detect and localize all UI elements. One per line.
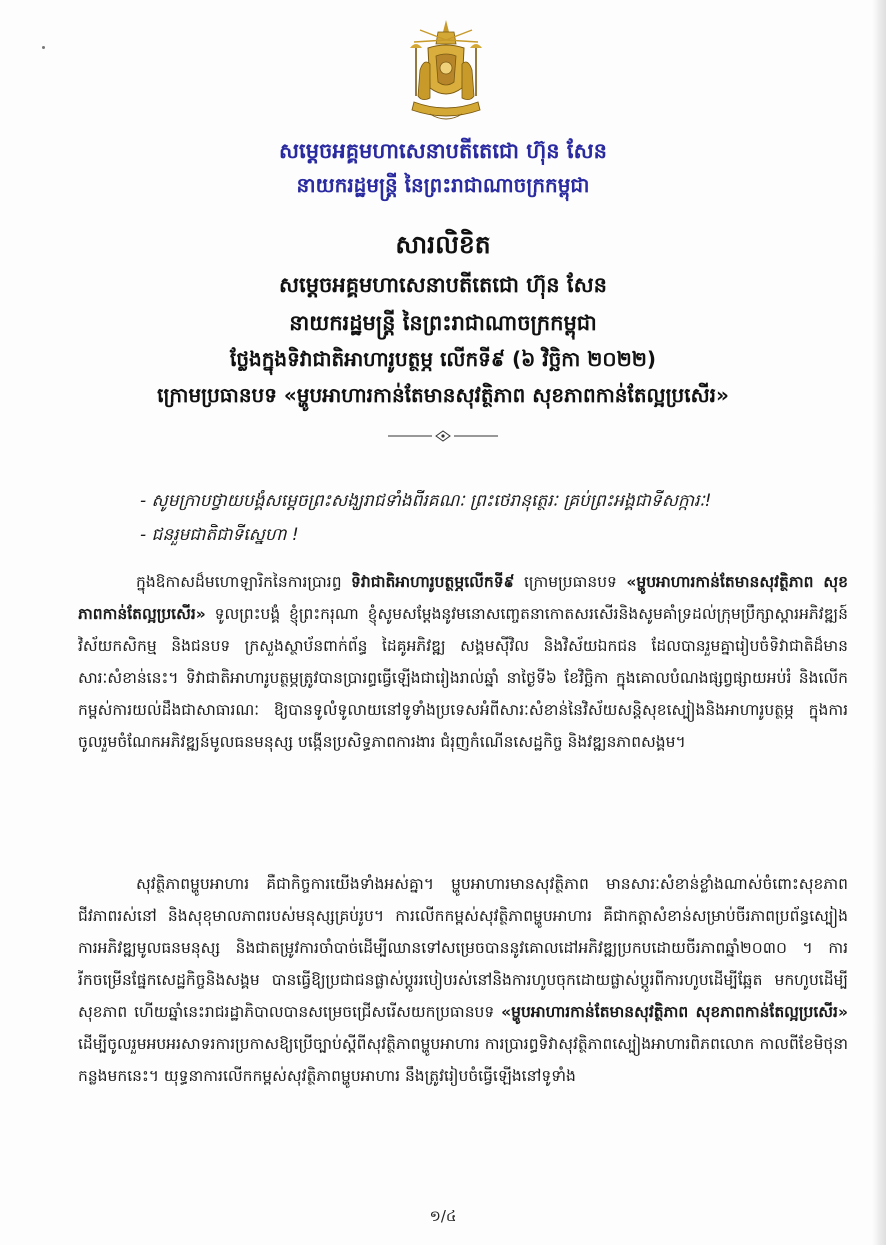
document-kind-title: សារលិខិត [395,230,491,259]
ornamental-divider-icon [388,430,498,442]
theme-bold: «ម្ហូបអាហារកាន់តែមានសុវត្ថិភាព សុខភាពកាន់តែល្អប្រសើរ» [501,1003,848,1021]
theme-bold: «ម្ហូបអាហារកាន់តែមានសុវត្ថិភាព សុខភាពកាន់តែល្អប្រសើរ» [78,573,848,623]
document-author-role: នាយករដ្ឋមន្ត្រី នៃព្រះរាជាណាចក្រកម្ពុជា [289,311,597,335]
document-author-name: សម្ដេចអគ្គមហាសេនាបតីតេជោ ហ៊ុន សែន [279,273,607,297]
document-theme: ក្រោមប្រធានបទ «ម្ហូបអាហារកាន់តែមានសុវត្ថិភាព សុខភាពកាន់តែល្អប្រសើរ» [157,383,729,407]
event-name-bold: ទិវាជាតិអាហារូបត្ថម្ភលើកទី៩ [351,573,515,591]
paragraph-text: ក្រោមប្រធានបទ [514,573,627,591]
paragraph-text: ដើម្បីចូលរួមអបអរសាទរការប្រកាសឱ្យប្រើច្បាប់ស្ដីពីសុវត្ថិភាពម្ហូបអាហារ ការប្រារព្ធទិវាសុវត្ថិភាពស្បៀងអាហារពិភពលោក កាលពីខែមិថុនាកន្លងមកនេះ។ យុទ្ធនាការលើកកម្ពស់សុវត្ថិភាពម្ហូបអាហារ នឹងត្រូវរៀបចំធ្វើឡើងនៅទូទាំង [78,1035,848,1085]
official-name: សម្ដេចអគ្គមហាសេនាបតីតេជោ ហ៊ុន សែន [279,139,607,163]
document-occasion: ថ្លែងក្នុងទិវាជាតិអាហារូបត្ថម្ភ លើកទី៩ (៦ វិច្ឆិកា ២០២២) [229,347,656,371]
page-number: ១/៤ [429,1207,457,1225]
greeting-line: - ជនរួមជាតិជាទីស្នេហា ! [140,525,299,545]
body-paragraph [78,868,848,1198]
paragraph-text: ក្នុងឱកាសដ៏មហោឡារិកនៃការប្រារព្ធ [136,573,352,591]
paragraph-text: សុវត្ថិភាពម្ហូបអាហារ គឺជាកិច្ចការយើងទាំងអស់គ្នា។ ម្ហូបអាហារមានសុវត្ថិភាព មានសារៈសំខាន់ខ្លាំងណាស់ចំពោះសុខភាព ជីវភាពរស់នៅ និងសុខុមាលភាពរបស់មនុស្សគ្រប់រូប។ ការលើកកម្ពស់សុវត្ថិភាពម្ហូបអាហារ គឺជាកត្តាសំខាន់សម្រាប់ចីរភាពប្រព័ន្ធស្បៀង ការអភិវឌ្ឍមូលធនមនុស្ស និងជាតម្រូវការចាំបាច់ដើម្បីឈានទៅសម្រេចបាននូវគោលដៅអភិវឌ្ឍប្រកបដោយចីរភាពឆ្នាំ២០៣០ ។ ការរីកចម្រើនផ្នែកសេដ្ឋកិច្ចនិងសង្គម បានធ្វើឱ្យប្រជាជនផ្លាស់ប្ដូររបៀបរស់នៅនិងការហូបចុកដោយផ្លាស់ប្ដូរពីការហូបដើម្បីឆ្អែត មកហូបដើម្បីសុខភាព ហើយឆ្នាំនេះរាជរដ្ឋាភិបាលបានសម្រេចជ្រើសរើសយកប្រធានបទ [78,875,848,1021]
paragraph-text: ទូលព្រះបង្គំ ខ្ញុំព្រះករុណា ខ្ញុំសូមសម្ដែងនូវមនោសញ្ចេតនាកោតសរសើរនិងសូមគាំទ្រដល់ក្រុមប្រឹក្សាស្ដារអភិវឌ្ឍន៍វិស័យកសិកម្ម និងជនបទ ក្រសួងស្ថាប័នពាក់ព័ន្ធ ដៃគូអភិវឌ្ឍ សង្គមស៊ីវិល និងវិស័យឯកជន ដែលបានរួមគ្នារៀបចំទិវាជាតិដ៏មានសារៈសំខាន់នេះ។ ទិវាជាតិអាហារូបត្ថម្ភត្រូវបានប្រារព្ធធ្វើឡើងជារៀងរាល់ឆ្នាំ នាថ្ងៃទី៦ ខែវិច្ឆិកា ក្នុងគោលបំណងផ្សព្វផ្សាយអប់រំ និងលើកកម្ពស់ការយល់ដឹងជាសាធារណៈ ឱ្យបានទូលំទូលាយនៅទូទាំងប្រទេសអំពីសារៈសំខាន់នៃវិស័យសន្តិសុខស្បៀងនិងអាហារូបត្ថម្ភ ក្នុងការចូលរួមចំណែកអភិវឌ្ឍន៍មូលធនមនុស្ស បង្កើនប្រសិទ្ធភាពការងារ ជំរុញកំណើនសេដ្ឋកិច្ច និងវឌ្ឍនភាពសង្គម។ [78,605,848,751]
body-paragraph [78,566,848,862]
greeting-line: - សូមក្រាបថ្វាយបង្គំសម្ដេចព្រះសង្ឃរាជទាំងពីរគណៈ ព្រះថេរានុត្ថេរៈ គ្រប់ព្រះអង្គជាទីសក្ការៈ! [140,491,712,511]
scan-speck [42,46,45,49]
royal-coat-of-arms-icon [400,18,492,126]
official-title: នាយករដ្ឋមន្ត្រី នៃព្រះរាជាណាចក្រកម្ពុជា [296,173,590,197]
